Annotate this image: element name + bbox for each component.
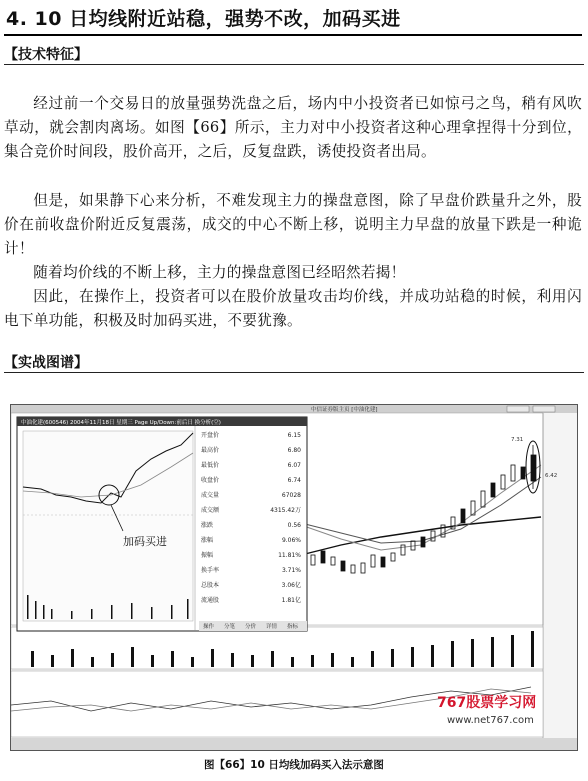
buy-annotation: 加码买进 bbox=[123, 535, 167, 548]
popup-row-value: 1.81亿 bbox=[281, 597, 301, 604]
popup-row-value: 0.56 bbox=[287, 522, 301, 529]
intraday-popup bbox=[17, 417, 307, 631]
app-top-bar bbox=[11, 405, 577, 413]
popup-tab[interactable]: 指标 bbox=[287, 624, 299, 630]
intraday-chart-area bbox=[23, 431, 193, 621]
stock-chart-figure bbox=[10, 404, 578, 751]
popup-row-label: 换手率 bbox=[201, 567, 220, 574]
volume-panel bbox=[11, 627, 543, 669]
popup-row-value: 4315.42万 bbox=[270, 507, 301, 514]
stock-chart-svg bbox=[11, 405, 577, 750]
figure-caption: 图【66】10 日均线加码买入法示意图 bbox=[204, 759, 384, 771]
popup-row-label: 涨跌 bbox=[201, 522, 214, 529]
popup-row-label: 涨幅 bbox=[201, 537, 214, 544]
watermark-url: www.net767.com bbox=[447, 715, 534, 726]
paragraph-2: 但是，如果静下心来分析，不难发现主力的操盘意图，除了早盘价跌量升之外，股价在前收盘价附近反复震荡，成交的中心不断上移，说明主力早盘的放量下跌是一种诡计！ bbox=[4, 192, 582, 258]
bottom-tab-bar bbox=[11, 738, 577, 750]
watermark-brand: 767股票学习网 bbox=[437, 695, 537, 711]
popup-row-label: 总股本 bbox=[201, 582, 220, 589]
popup-row-label: 振幅 bbox=[201, 552, 214, 559]
watermark bbox=[437, 694, 536, 726]
popup-row-label: 流通股 bbox=[201, 597, 220, 604]
popup-row-label: 最高价 bbox=[201, 447, 220, 454]
popup-row-value: 9.06% bbox=[281, 537, 301, 544]
section-heading-chart: 【实战图谱】 bbox=[4, 352, 584, 373]
section-title: 4. 10 日均线附近站稳，强势不改，加码买进 bbox=[6, 8, 401, 30]
paragraph-1: 经过前一个交易日的放量强势洗盘之后，场内中小投资者已如惊弓之鸟，稍有风吹草动，就会割肉离场。如图【66】所示，主力对中小投资者这种心理拿捏得十分到位，集合竞价时间段，股价高开，之后，反复盘跌，诱使投资者出局。 bbox=[4, 95, 582, 161]
popup-tab[interactable]: 分价 bbox=[245, 624, 257, 630]
section-heading-tech: 【技术特征】 bbox=[4, 44, 584, 65]
popup-tab[interactable]: 分笔 bbox=[224, 624, 236, 630]
popup-tab[interactable]: 操作 bbox=[203, 624, 215, 630]
popup-tab[interactable]: 详情 bbox=[266, 624, 278, 630]
popup-row-value: 11.81% bbox=[278, 552, 301, 559]
price-label: 7.31 bbox=[511, 437, 524, 443]
popup-row-label: 成交量 bbox=[201, 492, 220, 499]
popup-row-value: 6.15 bbox=[287, 432, 301, 439]
paragraph-3: 随着均价线的不断上移，主力的操盘意图已经昭然若揭！ bbox=[33, 264, 406, 281]
popup-row-value: 67028 bbox=[281, 492, 301, 499]
popup-title: 中油化建(600546) 2004年11月18日 星期三 Page Up/Down:前后日 换分析(空) bbox=[21, 420, 221, 426]
popup-row-value: 6.74 bbox=[287, 477, 301, 484]
popup-row-value: 3.71% bbox=[281, 567, 301, 574]
window-button[interactable] bbox=[533, 406, 555, 412]
popup-row-value: 3.06亿 bbox=[281, 582, 301, 589]
right-axis-price: 6.42 bbox=[545, 473, 558, 479]
popup-row-label: 开盘价 bbox=[201, 432, 220, 439]
app-top-bar-text: 中信证券版主页 [中油化建] bbox=[311, 407, 378, 413]
popup-row-label: 成交额 bbox=[201, 507, 220, 514]
paragraph-4: 因此，在操作上，投资者可以在股价放量攻击均价线，并成功站稳的时候，利用闪电下单功能，积极及时加码买进，不要犹豫。 bbox=[4, 288, 582, 330]
popup-row-label: 收盘价 bbox=[201, 477, 220, 484]
popup-row-value: 6.07 bbox=[287, 462, 301, 469]
popup-row-label: 最低价 bbox=[201, 462, 220, 469]
popup-row-value: 6.80 bbox=[287, 447, 301, 454]
window-button[interactable] bbox=[507, 406, 529, 412]
